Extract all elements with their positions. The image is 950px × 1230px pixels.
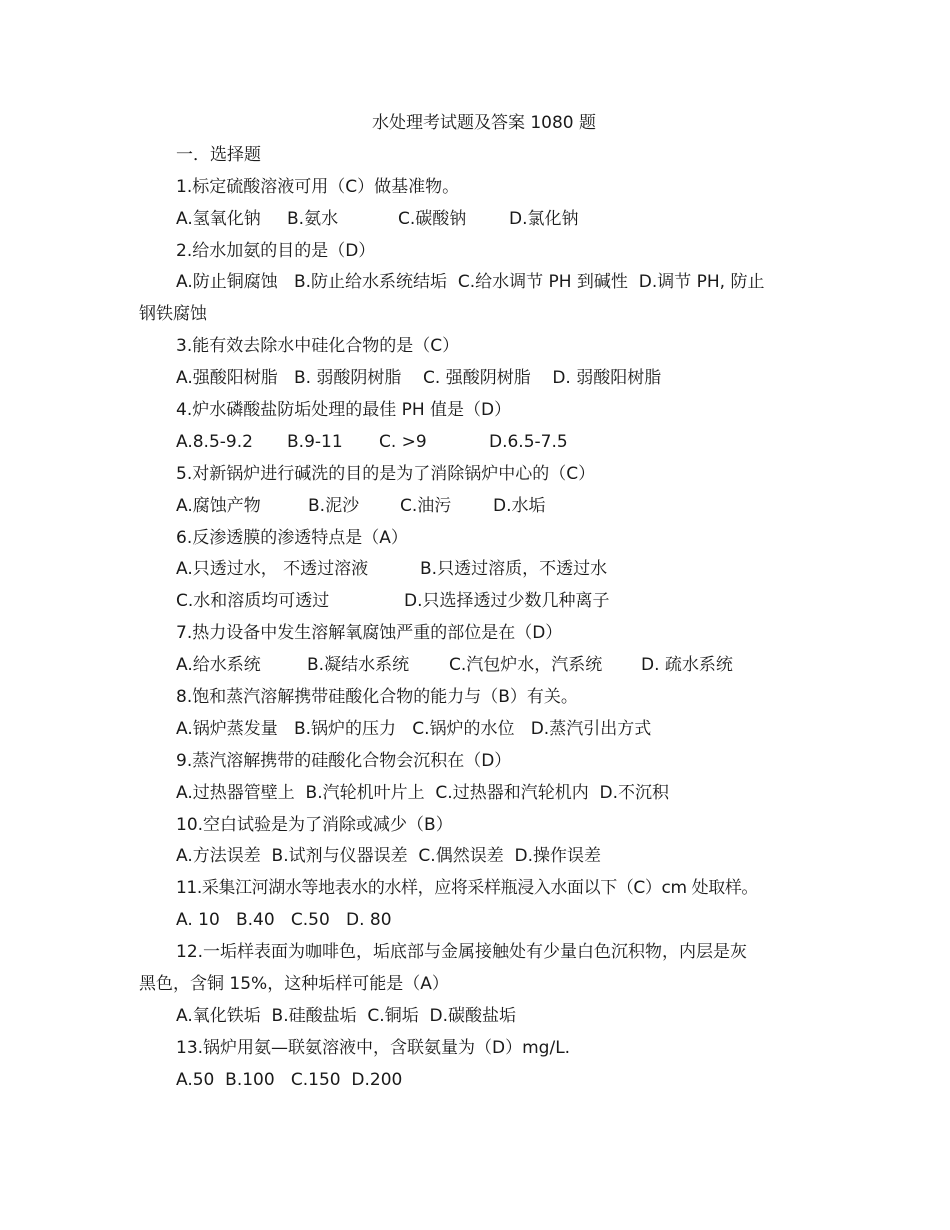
- question-12-continued: 黑色，含铜 15%，这种垢样可能是（A）: [139, 974, 449, 995]
- option-a: A.8.5-9.2: [176, 431, 253, 452]
- question-7: 7.热力设备中发生溶解氧腐蚀严重的部位是在（D）: [176, 623, 563, 644]
- option-c: C. >9: [379, 431, 427, 452]
- option-b: B.氨水: [287, 208, 339, 229]
- option-d: D.只选择透过少数几种离子: [404, 591, 610, 612]
- question-10: 10.空白试验是为了消除或减少（B）: [176, 814, 453, 835]
- question-13: 13.锅炉用氨—联氨溶液中，含联氨量为（D）mg/L.: [176, 1037, 571, 1058]
- question-6-options-row-1: [139, 554, 829, 586]
- option-c: C.汽包炉水，汽系统: [449, 655, 603, 676]
- option-b: B.只透过溶质，不透过水: [420, 559, 608, 580]
- question-2: 2.给水加氨的目的是（D）: [176, 240, 376, 261]
- question-7-options: [139, 650, 829, 682]
- option-a: A.只透过水， 不透过溶液: [176, 559, 369, 580]
- option-d: D.水垢: [493, 495, 546, 516]
- document-title: 水处理考试题及答案 1080 题: [371, 113, 597, 133]
- option-a: A.给水系统: [176, 655, 261, 676]
- question-6: 6.反渗透膜的渗透特点是（A）: [176, 527, 408, 548]
- question-2-options-continued: 钢铁腐蚀: [139, 304, 207, 325]
- section-heading: 一．选择题: [176, 144, 261, 165]
- question-8: 8.饱和蒸汽溶解携带硅酸化合物的能力与（B）有关。: [176, 687, 578, 708]
- option-b: B.凝结水系统: [307, 655, 410, 676]
- option-b: B.9-11: [287, 431, 343, 452]
- question-2-options: A.防止铜腐蚀 B.防止给水系统结垢 C.给水调节 PH 到碱性 D.调节 PH, 防止: [176, 272, 765, 293]
- option-a: A.氢氧化钠: [176, 208, 261, 229]
- option-c: C.碳酸钠: [398, 208, 467, 229]
- question-3: 3.能有效去除水中硅化合物的是（C）: [176, 336, 460, 357]
- question-13-options: A.50 B.100 C.150 D.200: [176, 1069, 403, 1090]
- option-d: D.氯化钠: [509, 208, 579, 229]
- question-9: 9.蒸汽溶解携带的硅酸化合物会沉积在（D）: [176, 750, 512, 771]
- question-4-options: [139, 427, 829, 459]
- question-8-options: A.锅炉蒸发量 B.锅炉的压力 C.锅炉的水位 D.蒸汽引出方式: [176, 718, 652, 739]
- question-12: 12.一垢样表面为咖啡色，垢底部与金属接触处有少量白色沉积物，内层是灰: [176, 942, 748, 963]
- option-d: D. 疏水系统: [641, 655, 733, 676]
- document-body: [139, 108, 829, 1097]
- option-c: C.油污: [400, 495, 452, 516]
- question-9-options: A.过热器管壁上 B.汽轮机叶片上 C.过热器和汽轮机内 D.不沉积: [176, 782, 669, 803]
- question-5-options: [139, 491, 829, 523]
- question-11-options: A. 10 B.40 C.50 D. 80: [176, 910, 392, 931]
- question-4: 4.炉水磷酸盐防垢处理的最佳 PH 值是（D）: [176, 400, 512, 421]
- question-10-options: A.方法误差 B.试剂与仪器误差 C.偶然误差 D.操作误差: [176, 846, 601, 867]
- question-1: 1.标定硫酸溶液可用（C）做基准物。: [176, 176, 460, 197]
- question-12-options: A.氧化铁垢 B.硅酸盐垢 C.铜垢 D.碳酸盐垢: [176, 1005, 516, 1026]
- option-c: C.水和溶质均可透过: [176, 591, 330, 612]
- option-b: B.泥沙: [308, 495, 360, 516]
- option-d: D.6.5-7.5: [489, 431, 568, 452]
- question-1-options: [139, 204, 829, 236]
- question-6-options-row-2: [139, 586, 829, 618]
- question-3-options: A.强酸阳树脂 B. 弱酸阴树脂 C. 强酸阴树脂 D. 弱酸阳树脂: [176, 368, 662, 389]
- question-11: 11.采集江河湖水等地表水的水样，应将采样瓶浸入水面以下（C）cm 处取样。: [176, 878, 759, 899]
- option-a: A.腐蚀产物: [176, 495, 261, 516]
- question-5: 5.对新锅炉进行碱洗的目的是为了消除锅炉中心的（C）: [176, 463, 596, 484]
